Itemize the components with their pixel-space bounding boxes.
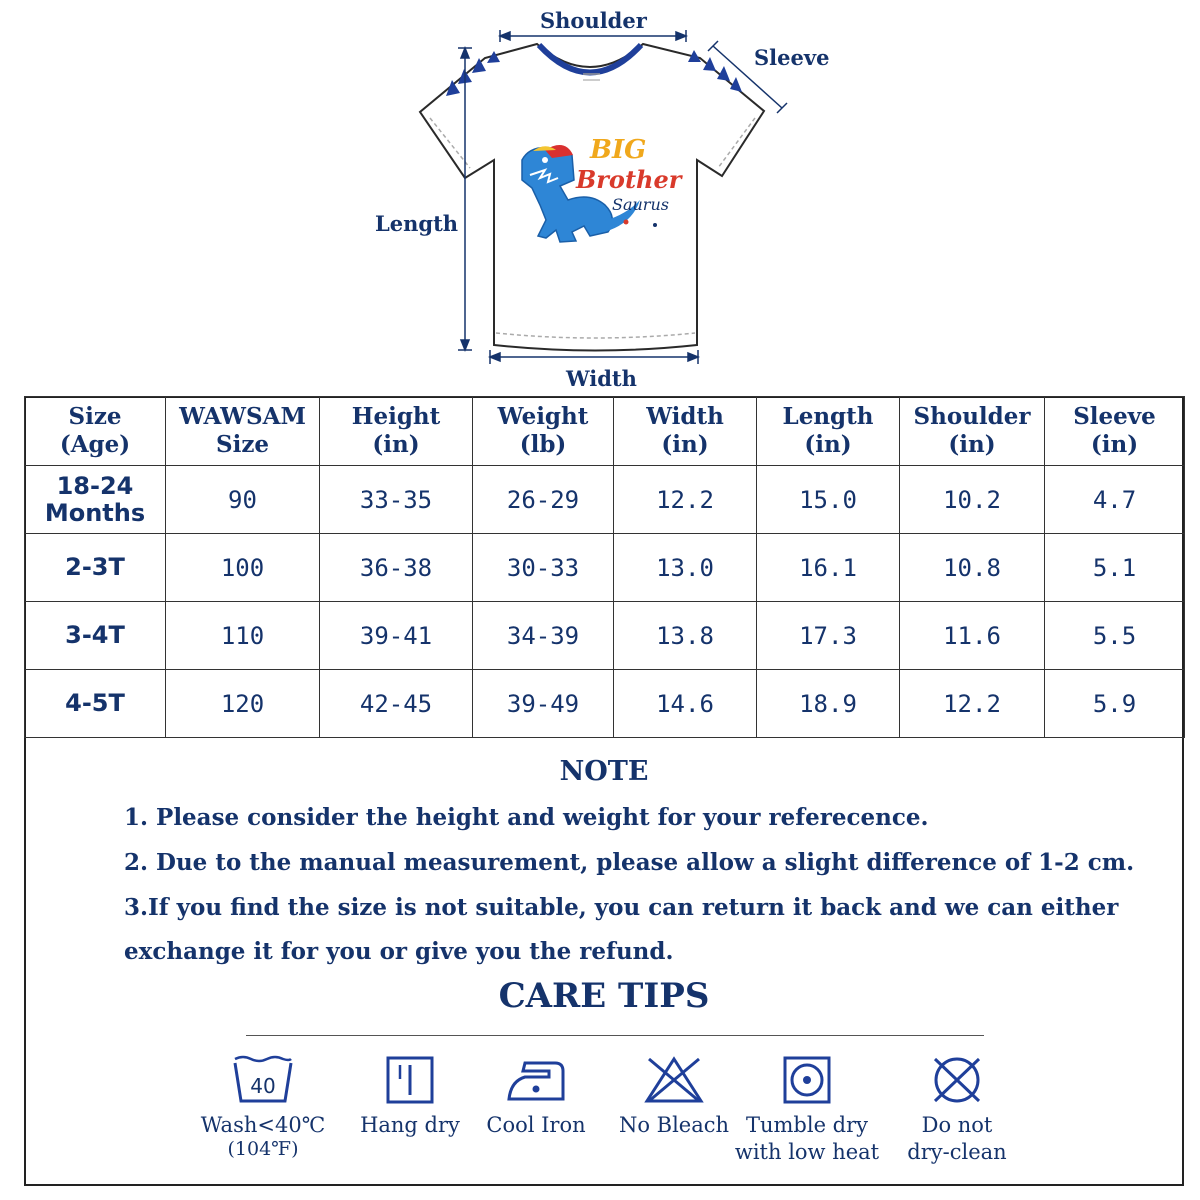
cell-sleeve: 4.7	[1045, 466, 1185, 534]
tshirt-diagram	[0, 0, 1200, 395]
cell-age: 2-3T	[25, 534, 166, 602]
cell-height: 42-45	[320, 670, 473, 738]
care-item-no-dry-clean	[872, 1055, 1042, 1165]
cell-height: 36-38	[320, 534, 473, 602]
cell-width: 12.2	[614, 466, 757, 534]
cell-shoulder: 12.2	[900, 670, 1045, 738]
cell-shoulder: 10.2	[900, 466, 1045, 534]
width-arrow	[490, 350, 698, 364]
cell-weight: 39-49	[473, 670, 614, 738]
care-tips-divider	[246, 1035, 984, 1036]
no-bleach-label: No Bleach	[618, 1113, 730, 1137]
header-length: Length (in)	[757, 397, 900, 466]
tumble-dry-label: Tumble dry	[745, 1113, 869, 1137]
print-brother: Brother	[576, 165, 682, 194]
cell-age: 18-24 Months	[25, 466, 166, 534]
note-title: NOTE	[559, 756, 649, 787]
table-header-row	[25, 397, 1185, 466]
cell-size: 90	[166, 466, 320, 534]
cell-weight: 30-33	[473, 534, 614, 602]
note-line-3: 3.If you find the size is not suitable, you can return it back and we can either	[124, 894, 1119, 921]
print-big: BIG	[590, 135, 647, 165]
care-item-wash	[178, 1055, 348, 1159]
cell-weight: 26-29	[473, 466, 614, 534]
sleeve-label: Sleeve	[754, 45, 830, 70]
wash-40-icon	[231, 1055, 295, 1105]
shoulder-label: Shoulder	[540, 8, 647, 33]
cell-width: 13.0	[614, 534, 757, 602]
cell-size: 100	[166, 534, 320, 602]
cell-age: 3-4T	[25, 602, 166, 670]
cell-height: 39-41	[320, 602, 473, 670]
cell-size: 110	[166, 602, 320, 670]
cell-size: 120	[166, 670, 320, 738]
header-shoulder: Shoulder (in)	[900, 397, 1045, 466]
care-tips-title: CARE TIPS	[498, 976, 710, 1016]
cool-iron-label: Cool Iron	[486, 1113, 586, 1137]
cell-width: 14.6	[614, 670, 757, 738]
cell-age: 4-5T	[25, 670, 166, 738]
cell-length: 15.0	[757, 466, 900, 534]
width-label: Width	[566, 366, 637, 391]
header-weight: Weight (lb)	[473, 397, 614, 466]
length-label: Length	[375, 211, 459, 236]
table-row	[25, 466, 1185, 534]
no-dry-clean-sub-label: dry-clean	[907, 1140, 1007, 1164]
cell-sleeve: 5.1	[1045, 534, 1185, 602]
care-item-tumble-dry	[722, 1055, 892, 1165]
wash-sub-label: (104℉)	[227, 1138, 299, 1160]
hang-dry-label: Hang dry	[360, 1113, 460, 1137]
cell-shoulder: 10.8	[900, 534, 1045, 602]
cool-iron-icon	[505, 1055, 567, 1105]
size-table	[24, 396, 1185, 738]
wash-label: Wash<40℃	[200, 1113, 326, 1137]
table-row	[25, 602, 1185, 670]
cell-length: 18.9	[757, 670, 900, 738]
table-row	[25, 534, 1185, 602]
note-line-1: 1. Please consider the height and weight for your referecence.	[124, 804, 929, 831]
note-line-2: 2. Due to the manual measurement, please allow a slight difference of 1-2 cm.	[124, 849, 1135, 876]
cell-width: 13.8	[614, 602, 757, 670]
cell-height: 33-35	[320, 466, 473, 534]
svg-text:40: 40	[250, 1074, 276, 1098]
header-sleeve: Sleeve (in)	[1045, 397, 1185, 466]
header-wawsam-size: WAWSAM Size	[166, 397, 320, 466]
no-bleach-icon	[643, 1055, 705, 1105]
no-dry-clean-label: Do not	[921, 1113, 993, 1137]
hang-dry-icon	[385, 1055, 435, 1105]
cell-sleeve: 5.9	[1045, 670, 1185, 738]
note-line-4: exchange it for you or give you the refund.	[124, 938, 674, 965]
table-row	[25, 670, 1185, 738]
cell-weight: 34-39	[473, 602, 614, 670]
tumble-dry-sub-label: with low heat	[734, 1140, 880, 1164]
cell-length: 16.1	[757, 534, 900, 602]
cell-shoulder: 11.6	[900, 602, 1045, 670]
tumble-dry-low-icon	[782, 1055, 832, 1105]
header-height: Height (in)	[320, 397, 473, 466]
header-size-age: Size (Age)	[25, 397, 166, 466]
cell-length: 17.3	[757, 602, 900, 670]
print-saurus: Saurus	[612, 195, 669, 214]
no-dry-clean-icon	[929, 1055, 985, 1105]
cell-sleeve: 5.5	[1045, 602, 1185, 670]
header-width: Width (in)	[614, 397, 757, 466]
tshirt-illustration	[0, 0, 1200, 395]
